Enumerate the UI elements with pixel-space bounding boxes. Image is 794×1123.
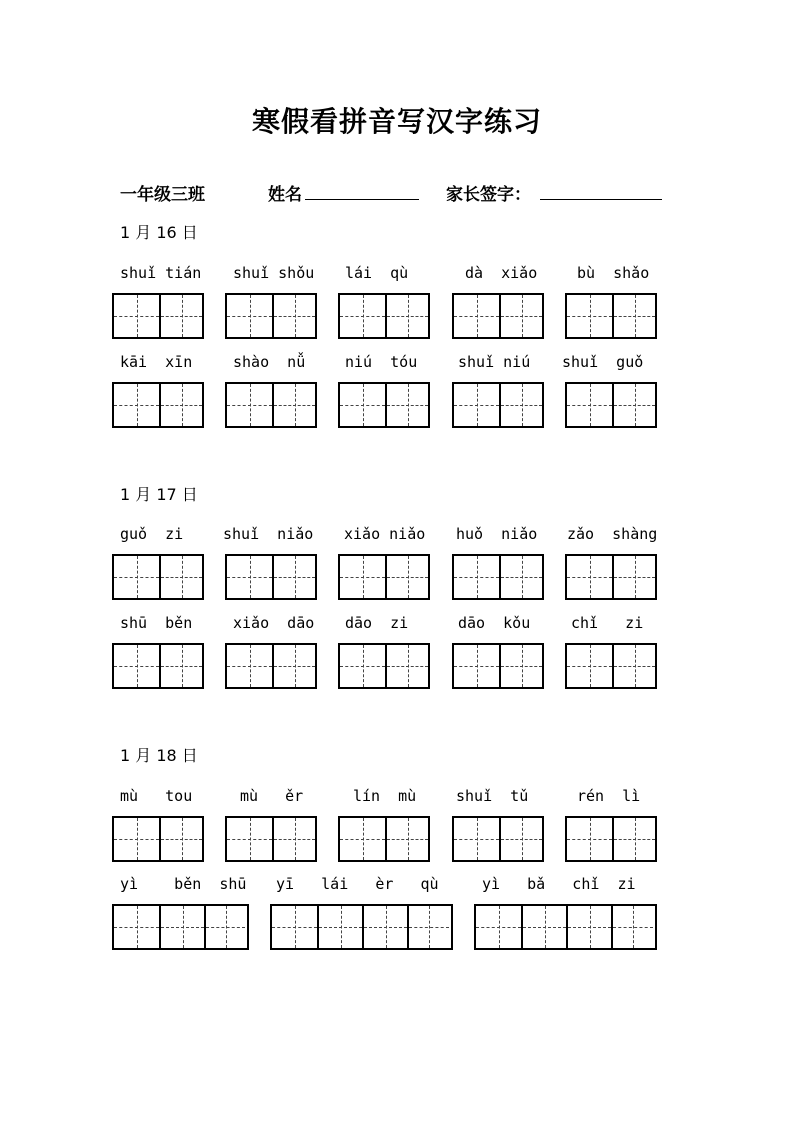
pinyin-label: dà xiǎo <box>465 264 538 282</box>
pinyin-label: xiǎo dāo <box>233 614 315 632</box>
pinyin-label: niú tóu <box>345 353 418 371</box>
writing-grid[interactable] <box>338 554 430 600</box>
pinyin-label: rén lì <box>577 787 641 805</box>
pinyin-label: yì bǎ chǐ zi <box>482 875 636 893</box>
writing-grid[interactable] <box>270 904 453 950</box>
writing-grid[interactable] <box>452 816 544 862</box>
writing-grid[interactable] <box>474 904 657 950</box>
writing-grid[interactable] <box>225 643 317 689</box>
writing-grid[interactable] <box>565 816 657 862</box>
pinyin-label: shū běn <box>120 614 193 632</box>
pinyin-label: shuǐ tǔ <box>456 787 529 805</box>
section-date: 1 月 16 日 <box>120 223 198 242</box>
pinyin-label: zǎo shàng <box>567 525 658 543</box>
writing-grid[interactable] <box>112 816 204 862</box>
writing-grid[interactable] <box>225 816 317 862</box>
writing-grid[interactable] <box>112 643 204 689</box>
pinyin-label: yì běn shū <box>120 875 247 893</box>
pinyin-label: shào nǚ <box>233 353 306 371</box>
writing-grid[interactable] <box>565 382 657 428</box>
pinyin-label: bù shǎo <box>577 264 650 282</box>
writing-grid[interactable] <box>452 643 544 689</box>
writing-grid[interactable] <box>452 382 544 428</box>
pinyin-label: kāi xīn <box>120 353 193 371</box>
pinyin-label: yī lái èr qù <box>276 875 439 893</box>
section-date: 1 月 17 日 <box>120 485 198 504</box>
parent-signature-blank-line[interactable] <box>540 199 662 200</box>
writing-grid[interactable] <box>338 643 430 689</box>
writing-grid[interactable] <box>225 293 317 339</box>
section-date: 1 月 18 日 <box>120 746 198 765</box>
writing-grid[interactable] <box>452 554 544 600</box>
writing-grid[interactable] <box>565 554 657 600</box>
pinyin-label: shuǐ guǒ <box>562 353 644 371</box>
pinyin-label: mù tou <box>120 787 193 805</box>
pinyin-label: lái qù <box>345 264 409 282</box>
pinyin-label: dāo kǒu <box>458 614 531 632</box>
pinyin-label: shuǐ niú <box>458 353 531 371</box>
writing-grid[interactable] <box>112 554 204 600</box>
writing-grid[interactable] <box>452 293 544 339</box>
pinyin-label: shuǐ niǎo <box>223 525 314 543</box>
pinyin-label: lín mù <box>353 787 417 805</box>
pinyin-label: dāo zi <box>345 614 409 632</box>
name-label: 姓名 <box>268 185 302 205</box>
parent-signature-label: 家长签字： <box>446 185 531 205</box>
pinyin-label: shuǐ shǒu <box>233 264 315 282</box>
writing-grid[interactable] <box>565 293 657 339</box>
pinyin-label: chǐ zi <box>571 614 644 632</box>
pinyin-label: guǒ zi <box>120 525 184 543</box>
pinyin-label: xiǎo niǎo <box>344 525 426 543</box>
writing-grid[interactable] <box>225 382 317 428</box>
writing-grid[interactable] <box>338 293 430 339</box>
writing-grid[interactable] <box>338 382 430 428</box>
name-blank-line[interactable] <box>305 199 419 200</box>
class-name: 一年级三班 <box>120 185 205 205</box>
writing-grid[interactable] <box>565 643 657 689</box>
writing-grid[interactable] <box>112 382 204 428</box>
pinyin-label: huǒ niǎo <box>456 525 538 543</box>
page-title: 寒假看拼音写汉字练习 <box>251 105 542 138</box>
writing-grid[interactable] <box>338 816 430 862</box>
writing-grid[interactable] <box>112 904 249 950</box>
pinyin-label: shuǐ tián <box>120 264 202 282</box>
writing-grid[interactable] <box>112 293 204 339</box>
writing-grid[interactable] <box>225 554 317 600</box>
pinyin-label: mù ěr <box>240 787 304 805</box>
